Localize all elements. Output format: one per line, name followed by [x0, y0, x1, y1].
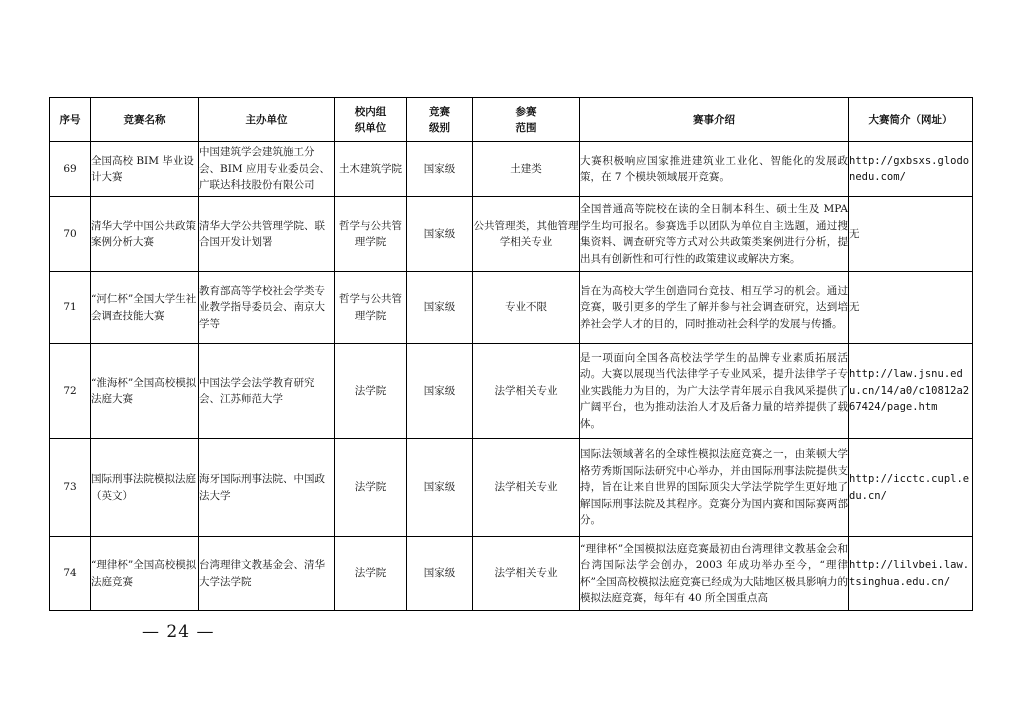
cell-no: 74 [50, 537, 91, 611]
cell-school-unit: 哲学与公共管理学院 [335, 197, 407, 272]
cell-intro [580, 537, 849, 611]
cell-school-unit: 法学院 [335, 439, 407, 537]
cell-organizer: 教育部高等学校社会学类专业教学指导委员会、南京大学等 [199, 272, 335, 344]
cell-intro: 全国普通高等院校在读的全日制本科生、硕士生及 MPA 学生均可报名。参赛选手以团队为单位自主选题，通过搜集资料、调查研究等方式对公共政策类案例进行分析，提出具有创新性和可行性的政策建议或解决方案。 [580, 197, 849, 272]
cell-intro: 大赛积极响应国家推进建筑业工业化、智能化的发展政策，在 7 个模块领域展开竞赛。 [580, 142, 849, 197]
header-organizer: 主办单位 [199, 98, 335, 142]
cell-scope: 土建类 [473, 142, 580, 197]
cell-name: “理律杯”全国高校模拟法庭竞赛 [91, 537, 199, 611]
cell-no: 72 [50, 344, 91, 439]
cell-school-unit: 哲学与公共管理学院 [335, 272, 407, 344]
competition-table [49, 97, 973, 611]
cell-url: http://icctc.cupl.edu.cn/ [849, 439, 973, 537]
header-level: 竞赛 级别 [407, 98, 473, 142]
cell-level: 国家级 [407, 272, 473, 344]
cell-school-unit: 法学院 [335, 344, 407, 439]
cell-no: 69 [50, 142, 91, 197]
cell-organizer: 中国建筑学会建筑施工分会、BIM 应用专业委员会、广联达科技股份有限公司 [199, 142, 335, 197]
cell-scope: 法学相关专业 [473, 344, 580, 439]
table-row [50, 537, 973, 611]
page-number: — 24 — [142, 622, 215, 642]
cell-school-unit: 法学院 [335, 537, 407, 611]
cell-url: 无 [849, 197, 973, 272]
cell-organizer: 台湾理律文教基金会、清华大学法学院 [199, 537, 335, 611]
cell-level: 国家级 [407, 344, 473, 439]
cell-url: http://law.jsnu.edu.cn/14/a0/c10812a267424/page.htm [849, 344, 973, 439]
cell-school-unit: 土木建筑学院 [335, 142, 407, 197]
cell-level: 国家级 [407, 537, 473, 611]
cell-scope: 法学相关专业 [473, 439, 580, 537]
cell-level: 国家级 [407, 142, 473, 197]
table-header-row [50, 98, 973, 142]
cell-url: http://gxbsxs.glodonedu.com/ [849, 142, 973, 197]
cell-organizer: 中国法学会法学教育研究会、江苏师范大学 [199, 344, 335, 439]
cell-no: 70 [50, 197, 91, 272]
cell-intro: 国际法领域著名的全球性模拟法庭竞赛之一，由莱顿大学格劳秀斯国际法研究中心举办，并由国际刑事法院提供支持，旨在让来自世界的国际顶尖大学法学院学生更好地了解国际刑事法院及其程序。竞赛分为国内赛和国际赛两部分。 [580, 439, 849, 537]
header-scope: 参赛 范围 [473, 98, 580, 142]
cell-intro: 是一项面向全国各高校法学学生的品牌专业素质拓展活动。大赛以展现当代法律学子专业风采，提升法律学子专业实践能力为目的，为广大法学青年展示自我风采提供了广阔平台，也为推动法治人才及后备力量的培养提供了载体。 [580, 344, 849, 439]
cell-no: 73 [50, 439, 91, 537]
cell-name: “河仁杯”全国大学生社会调查技能大赛 [91, 272, 199, 344]
cell-level: 国家级 [407, 439, 473, 537]
cell-name: 清华大学中国公共政策案例分析大赛 [91, 197, 199, 272]
cell-scope: 专业不限 [473, 272, 580, 344]
header-name: 竞赛名称 [91, 98, 199, 142]
header-no: 序号 [50, 98, 91, 142]
cell-intro-text: “理律杯”全国模拟法庭竞赛最初由台湾理律文教基金会和台湾国际法学会创办，2003 年成功举办至今，“理律杯”全国高校模拟法庭竞赛已经成为大陆地区极具影响力的模拟法庭竞赛，每年有 40 所全国重点高 [580, 542, 848, 604]
cell-url: 无 [849, 272, 973, 344]
cell-level: 国家级 [407, 197, 473, 272]
table-row [50, 344, 973, 439]
cell-no: 71 [50, 272, 91, 344]
header-intro: 赛事介绍 [580, 98, 849, 142]
table-row [50, 439, 973, 537]
table-row [50, 272, 973, 344]
cell-url: http://lilvbei.law.tsinghua.edu.cn/ [849, 537, 973, 611]
header-school-unit: 校内组 织单位 [335, 98, 407, 142]
cell-intro: 旨在为高校大学生创造同台竞技、相互学习的机会。通过竞赛，吸引更多的学生了解并参与社会调查研究，达到培养社会学人才的目的，同时推动社会科学的发展与传播。 [580, 272, 849, 344]
cell-name: “淮海杯”全国高校模拟法庭大赛 [91, 344, 199, 439]
header-url: 大赛简介（网址） [849, 98, 973, 142]
table-row [50, 142, 973, 197]
table-row [50, 197, 973, 272]
cell-organizer: 海牙国际刑事法院、中国政法大学 [199, 439, 335, 537]
cell-scope: 公共管理类，其他管理学相关专业 [473, 197, 580, 272]
cell-organizer: 清华大学公共管理学院、联合国开发计划署 [199, 197, 335, 272]
cell-scope: 法学相关专业 [473, 537, 580, 611]
cell-name: 国际刑事法院模拟法庭（英文） [91, 439, 199, 537]
cell-name: 全国高校 BIM 毕业设计大赛 [91, 142, 199, 197]
